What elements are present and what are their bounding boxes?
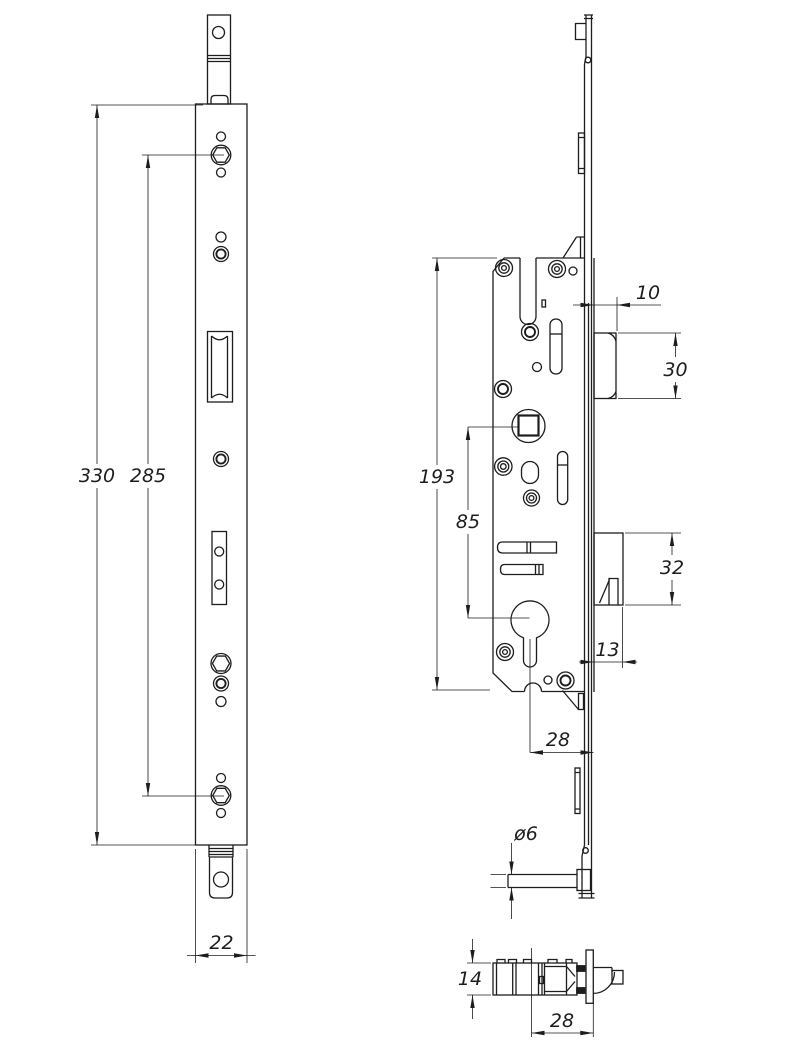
strip-lines (585, 64, 595, 845)
dim-label-case-height: 193 (418, 466, 456, 488)
dim-label-latch-height: 30 (663, 359, 688, 381)
top-tab (208, 15, 231, 104)
bottom-tab-band (209, 845, 233, 857)
top-gusset (563, 237, 584, 258)
dim-label-backset: 28 (545, 729, 571, 751)
hole (216, 232, 226, 242)
faceplate-body (196, 104, 248, 845)
bottom-tab (210, 857, 233, 898)
dim-label-section-backset: 28 (549, 1010, 575, 1032)
latch-plan (593, 968, 615, 994)
deadbolt-bar (498, 542, 557, 553)
hole (215, 580, 224, 589)
hex-bolt-head (212, 656, 229, 671)
mount-mark (577, 966, 586, 972)
hole (569, 267, 577, 275)
hole (217, 168, 226, 177)
hex-screw-head (213, 788, 230, 802)
spindle-square (519, 416, 539, 436)
dim-label-hole-spacing: 285 (129, 465, 167, 487)
faceplate-section (586, 950, 593, 1003)
slot (558, 452, 568, 505)
dim-label-spindle-to-cylinder: 85 (455, 511, 481, 533)
hook-bolt-tip (600, 579, 619, 605)
slide-bar (501, 565, 544, 575)
oval-hole (522, 462, 539, 484)
latch-tail-funnel (545, 967, 576, 992)
dim-label-bolt-height: 32 (659, 557, 685, 579)
dim-label-pin-diameter: ø6 (514, 823, 538, 845)
lower-hook (563, 691, 579, 710)
lock-plan-section-view (455, 939, 623, 1037)
latch-bolt (594, 333, 616, 399)
faceplate-front-view (196, 15, 248, 898)
torx-screw-socket (216, 454, 225, 463)
latch-spring-notch (520, 258, 536, 325)
dim-label-width: 22 (209, 932, 234, 954)
bottom-tab-hole (214, 872, 229, 887)
lock-case (493, 258, 585, 692)
hole (217, 809, 226, 818)
hole (217, 132, 226, 141)
hole (216, 697, 226, 707)
hole (215, 547, 224, 556)
main-view-dimensions (417, 258, 690, 919)
torx-screw-socket (216, 679, 225, 688)
dim-label-bolt-throw: 13 (595, 639, 620, 661)
strip-top-tab (576, 24, 587, 40)
strip-lower-element (575, 768, 580, 814)
hole (217, 774, 226, 783)
latch-bolt-fillets (608, 333, 616, 399)
slot (550, 319, 562, 374)
strip-raised-element (579, 133, 585, 174)
roller (212, 336, 228, 398)
strip-raised-caps (579, 138, 585, 169)
top-tab-hole (213, 27, 225, 39)
hole (533, 363, 542, 372)
dim-label-overall-length: 330 (78, 465, 116, 487)
left-view-dimensions (79, 105, 256, 963)
mount-mark (577, 988, 586, 994)
lock-side-view (508, 15, 623, 898)
lower-hook-block (579, 694, 584, 710)
dim-label-faceplate-to-latch: 10 (635, 282, 661, 304)
case-body-section (493, 963, 577, 995)
guide-pin (508, 875, 577, 888)
jog-rivet (585, 57, 591, 63)
top-tab-notch (211, 96, 228, 105)
hole (544, 676, 552, 684)
torx-screw-socket (216, 249, 225, 258)
latch-pin (542, 300, 546, 307)
dim-label-case-depth: 14 (457, 968, 483, 990)
pin-block (577, 870, 591, 891)
slot-plate (212, 532, 227, 605)
strip-lower-caps (575, 773, 580, 810)
top-tab-band (208, 56, 231, 62)
